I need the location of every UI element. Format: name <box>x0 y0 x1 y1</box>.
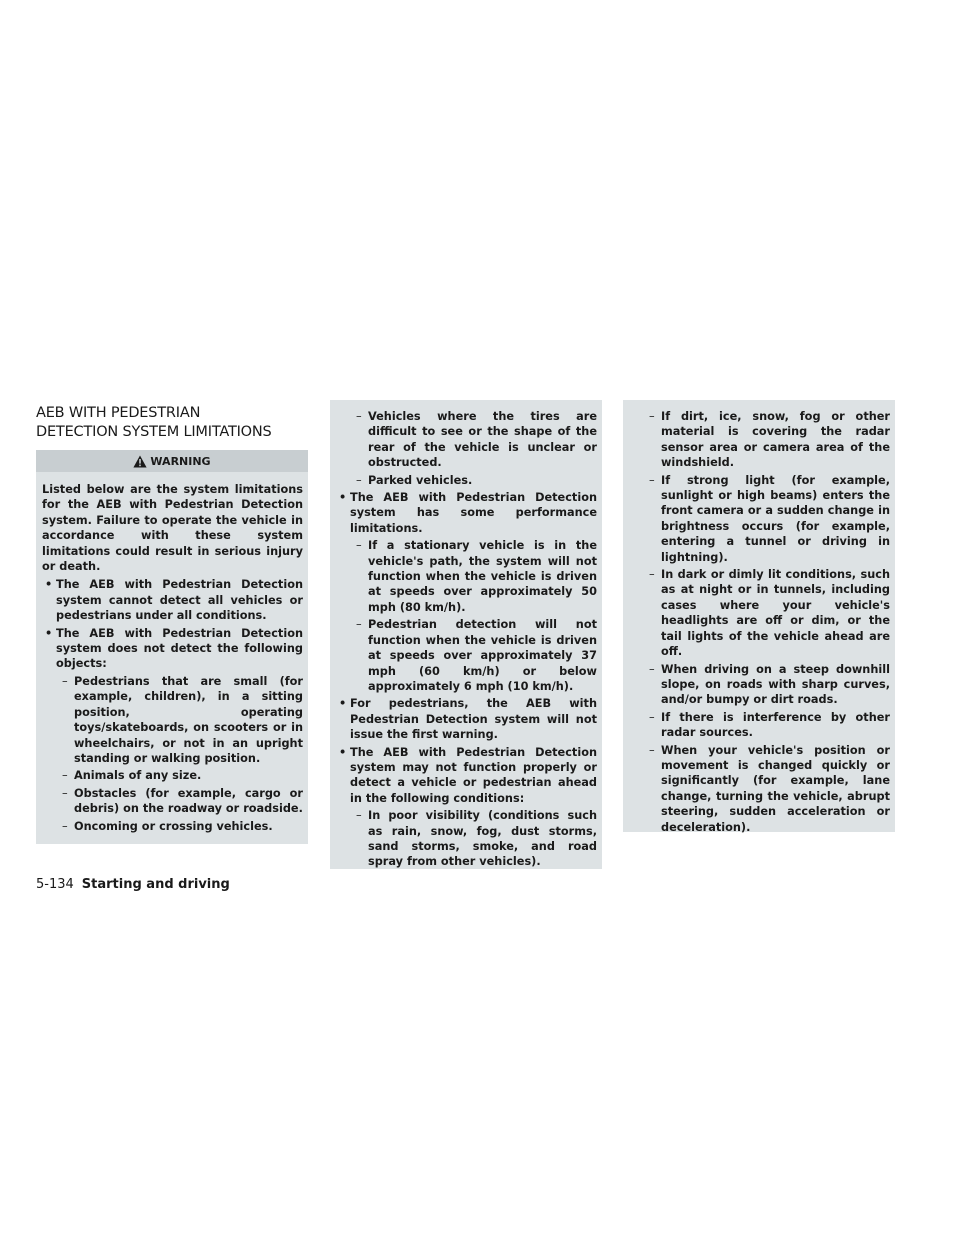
warning-header <box>36 450 308 472</box>
warning-column-1 <box>36 450 308 844</box>
dash-item: – Vehicles where the tires are difficult to see or the shape of the rear of the vehicle is unclear or obstructed. <box>356 410 597 470</box>
bullet-item: • The AEB with Pedestrian Detection system has some performance limitations. <box>339 491 597 535</box>
dash-item: – Parked vehicles. <box>356 473 473 487</box>
section-title-line-1: AEB WITH PEDESTRIAN <box>36 405 201 421</box>
dash-text: When driving on a steep downhill slope, on roads with sharp curves, and/or bumpy or dirt roads. <box>661 662 890 707</box>
warning-label: WARNING <box>150 454 211 468</box>
dash-item: – If strong light (for example, sunlight or high beams) enters the front camera or a sudden change in brightness occurs (for example, entering a tunnel or driving in lightning). <box>649 473 890 564</box>
dash-item: – In poor visibility (conditions such as rain, snow, fog, dust storms, sand storms, smoke, and road spray from other vehicles). <box>356 809 597 869</box>
dash-item: – If dirt, ice, snow, fog or other material is covering the radar sensor area or camera area of the windshield. <box>649 410 890 470</box>
section-title <box>36 404 306 442</box>
dash-text: Animals of any size. <box>74 769 202 783</box>
dash-text: Vehicles where the tires are difficult to see or the shape of the rear of the vehicle is unclear or obstructed. <box>368 410 597 470</box>
warning-column-2 <box>330 400 602 869</box>
dash-text: If there is interference by other radar sources. <box>661 710 890 740</box>
warning-triangle-icon <box>133 455 147 468</box>
bullet-item: • The AEB with Pedestrian Detection system cannot detect all vehicles or pedestrians under all conditions. <box>45 578 303 623</box>
dash-item: – If there is interference by other radar sources. <box>649 710 890 740</box>
dash-item: – If a stationary vehicle is in the vehicle's path, the system will not function when the vehicle is driven at speeds over approximately 50 mph (80 km/h). <box>356 539 597 614</box>
warning-intro: Listed below are the system limitations for the AEB with Pedestrian Detection system. Failure to operate the vehicle in accordance with these system limitations could result in serious injury or death. <box>42 483 303 574</box>
dash-item: – Pedestrian detection will not function when the vehicle is driven at speeds over approximately 37 mph (60 km/h) or below approximately 6 mph (10 km/h). <box>356 618 597 693</box>
bullet-item: • For pedestrians, the AEB with Pedestrian Detection system will not issue the first warning. <box>339 697 597 742</box>
dash-item: – When your vehicle's position or movement is changed quickly or significantly (for example, lane change, turning the vehicle, abrupt steering, sudden acceleration or deceleration). <box>649 743 890 834</box>
bullet-text: The AEB with Pedestrian Detection system cannot detect all vehicles or pedestrians under all conditions. <box>56 578 303 623</box>
bullet-item: • The AEB with Pedestrian Detection system does not detect the following objects: <box>45 626 303 671</box>
dash-text: When your vehicle's position or movement is changed quickly or significantly (for example, lane change, turning the vehicle, abrupt steering, sudden acceleration or deceleration). <box>661 743 890 834</box>
bullet-text: The AEB with Pedestrian Detection system may not function properly or detect a vehicle or pedestrian ahead in the following conditions: <box>350 745 597 805</box>
dash-item: – Animals of any size. <box>62 769 202 783</box>
dash-item: – When driving on a steep downhill slope, on roads with sharp curves, and/or bumpy or dirt roads. <box>649 662 890 707</box>
page-number: 5-134 <box>36 877 74 892</box>
dash-text: If dirt, ice, snow, fog or other material is covering the radar sensor area or camera area of the windshield. <box>661 410 890 470</box>
bullet-text: The AEB with Pedestrian Detection system does not detect the following objects: <box>56 626 303 671</box>
page-footer <box>36 877 230 893</box>
dash-text: Oncoming or crossing vehicles. <box>74 819 273 833</box>
dash-text: If a stationary vehicle is in the vehicle's path, the system will not function when the vehicle is driven at speeds over approximately 50 mph (80 km/h). <box>368 539 597 614</box>
dash-text: Parked vehicles. <box>368 473 473 487</box>
dash-text: If strong light (for example, sunlight or high beams) enters the front camera or a sudden change in brightness occurs (for example, entering a tunnel or driving in lightning). <box>661 473 890 564</box>
bullet-item: • The AEB with Pedestrian Detection system may not function properly or detect a vehicle or pedestrian ahead in the following conditions: <box>339 745 597 805</box>
dash-text: In dark or dimly lit conditions, such as at night or in tunnels, including cases where your vehicle's headlights are off or dim, or the tail lights of the vehicle ahead are off. <box>661 568 890 659</box>
chapter-title: Starting and driving <box>81 877 230 892</box>
dash-item: – Pedestrians that are small (for example, children), in a sitting position, operating toys/skateboards, on scooters or in wheelchairs, or not in an upright standing or walking position. <box>62 674 303 765</box>
dash-item: – Oncoming or crossing vehicles. <box>62 819 273 833</box>
bullet-text: For pedestrians, the AEB with Pedestrian Detection system will not issue the first warning. <box>350 697 597 742</box>
warning-column-3 <box>623 400 895 832</box>
dash-text: Obstacles (for example, cargo or debris) on the roadway or roadside. <box>74 786 303 816</box>
dash-item: – Obstacles (for example, cargo or debris) on the roadway or roadside. <box>62 786 303 816</box>
section-title-line-2: DETECTION SYSTEM LIMITATIONS <box>36 424 272 440</box>
dash-text: In poor visibility (conditions such as rain, snow, fog, dust storms, sand storms, smoke, and road spray from other vehicles). <box>368 809 597 869</box>
dash-text: Pedestrian detection will not function when the vehicle is driven at speeds over approximately 37 mph (60 km/h) or below approximately 6 mph (10 km/h). <box>368 618 597 693</box>
dash-item: – In dark or dimly lit conditions, such as at night or in tunnels, including cases where your vehicle's headlights are off or dim, or the tail lights of the vehicle ahead are off. <box>649 568 890 659</box>
dash-text: Pedestrians that are small (for example, children), in a sitting position, operating toys/skateboards, on scooters or in wheelchairs, or not in an upright standing or walking position. <box>74 674 303 765</box>
bullet-text: The AEB with Pedestrian Detection system has some performance limitations. <box>350 491 597 535</box>
